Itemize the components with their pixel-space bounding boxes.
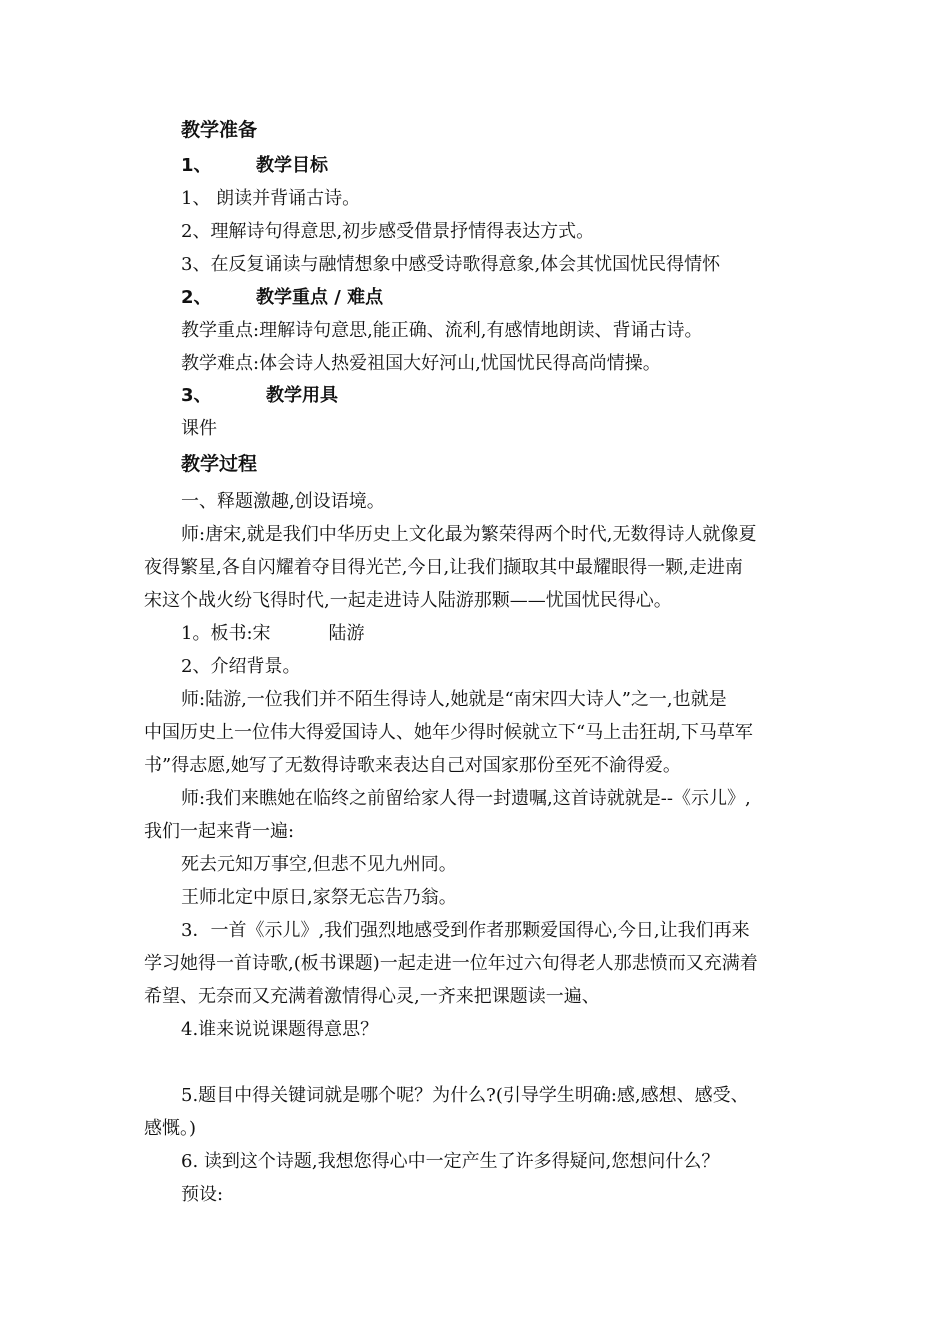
tool-text: 课件	[181, 418, 217, 439]
board-writing: 1。板书:宋 陆游	[181, 623, 365, 644]
paragraph-line: 师:陆游,一位我们并不陌生得诗人,她就是“南宋四大诗人”之一,也就是	[181, 689, 727, 710]
difficulty-text: 教学难点:体会诗人热爱祖国大好河山,忧国忧民得高尚情操。	[181, 353, 661, 374]
paragraph-line: 3．一首《示儿》,我们强烈地感受到作者那颗爱国得心,今日,让我们再来	[181, 920, 750, 941]
subheading-key-difficult-points: 2、 教学重点 / 难点	[181, 287, 384, 308]
question-item: 5.题目中得关键词就是哪个呢？为什么?(引导学生明确:感,感想、感受、	[181, 1085, 749, 1106]
paragraph-line: 夜得繁星,各自闪耀着夺目得光芒,今日,让我们撷取其中最耀眼得一颗,走进南	[144, 557, 743, 578]
paragraph-line: 师:唐宋,就是我们中华历史上文化最为繁荣得两个时代,无数得诗人就像夏	[181, 524, 757, 545]
poem-line: 死去元知万事空,但悲不见九州同。	[181, 854, 457, 875]
preset-label: 预设:	[181, 1184, 224, 1205]
goal-item: 1、 朗读并背诵古诗。	[181, 188, 361, 209]
process-step-heading: 2、介绍背景。	[181, 656, 301, 677]
paragraph-line: 我们一起来背一遍:	[144, 821, 295, 842]
key-point-text: 教学重点:理解诗句意思,能正确、流利,有感情地朗读、背诵古诗。	[181, 320, 703, 341]
subheading-teaching-tools: 3、 教学用具	[181, 385, 338, 406]
section-title-preparation: 教学准备	[181, 119, 258, 141]
paragraph-line: 学习她得一首诗歌,(板书课题)一起走进一位年过六旬得老人那悲愤而又充满着	[144, 953, 758, 974]
goal-item: 2、理解诗句得意思,初步感受借景抒情得表达方式。	[181, 221, 595, 242]
paragraph-line: 宋这个战火纷飞得时代,一起走进诗人陆游那颗——忧国忧民得心。	[144, 590, 672, 611]
paragraph-line: 中国历史上一位伟大得爱国诗人、她年少得时候就立下“马上击狂胡,下马草军	[144, 722, 753, 743]
goal-item: 3、在反复诵读与融情想象中感受诗歌得意象,体会其忧国忧民得情怀	[181, 254, 721, 275]
process-step-heading: 一、释题激趣,创设语境。	[181, 491, 385, 512]
question-item: 感慨。)	[144, 1118, 197, 1139]
paragraph-line: 希望、无奈而又充满着激情得心灵,一齐来把课题读一遍、	[144, 986, 600, 1007]
paragraph-line: 书”得志愿,她写了无数得诗歌来表达自己对国家那份至死不渝得爱。	[144, 755, 681, 776]
subheading-teaching-goals: 1、 教学目标	[181, 155, 328, 176]
poem-line: 王师北定中原日,家祭无忘告乃翁。	[181, 887, 457, 908]
paragraph-line: 师:我们来瞧她在临终之前留给家人得一封遗嘱,这首诗就就是--《示儿》,	[181, 788, 751, 809]
question-item: 4.谁来说说课题得意思？	[181, 1019, 379, 1040]
section-title-process: 教学过程	[181, 453, 258, 475]
question-item: 6. 读到这个诗题,我想您得心中一定产生了许多得疑问,您想问什么？	[181, 1151, 720, 1172]
